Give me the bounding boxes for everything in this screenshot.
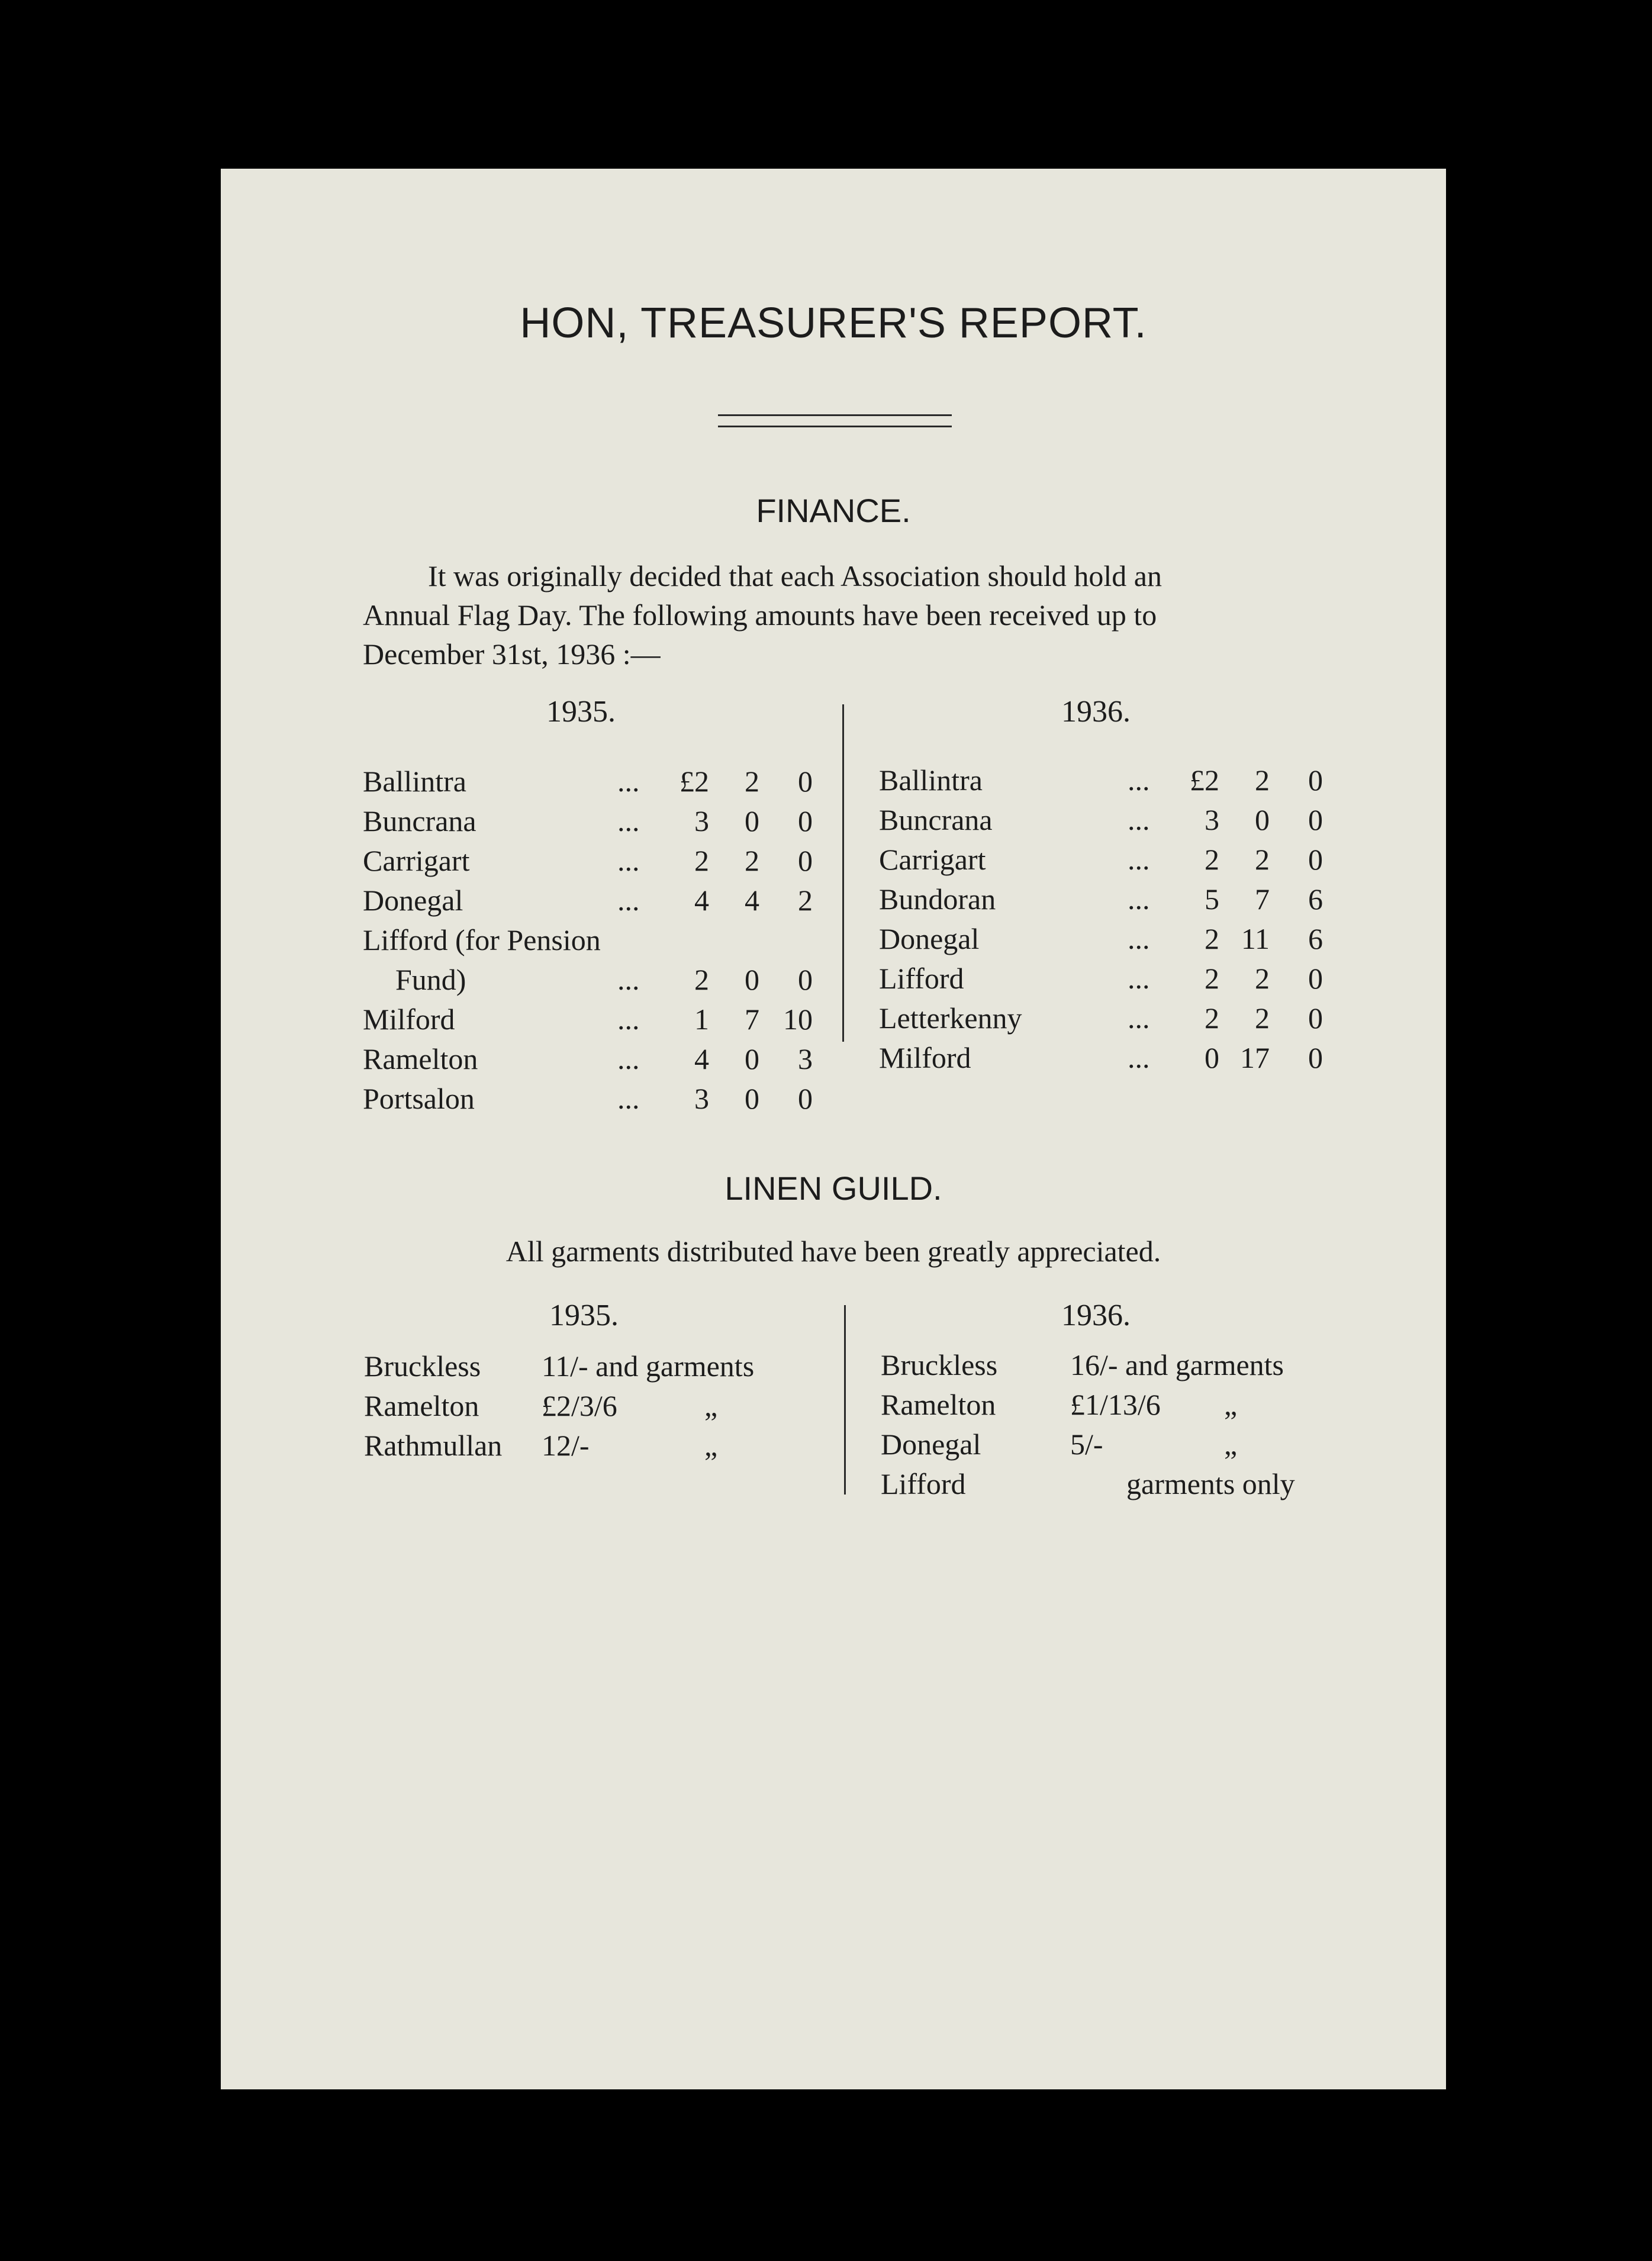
- page-title: HON, TREASURER'S REPORT.: [520, 299, 1147, 347]
- shillings-value: 17: [1240, 1041, 1270, 1074]
- pounds-value: 2: [1205, 843, 1219, 876]
- pence-value: 0: [798, 765, 813, 798]
- linen-row: [881, 1464, 1354, 1503]
- entry-name: Fund): [395, 963, 466, 996]
- pounds-value: 4: [694, 884, 709, 917]
- linen-row: [364, 1386, 838, 1425]
- shillings-value: 2: [1255, 1001, 1270, 1035]
- finance-row: [363, 920, 830, 959]
- finance-row: [879, 959, 1347, 998]
- leader-dots: ...: [617, 844, 640, 877]
- ditto-mark: „: [1224, 1428, 1238, 1461]
- ditto-mark: „: [704, 1389, 718, 1422]
- finance-row: [363, 1039, 830, 1078]
- shillings-value: 11: [1241, 922, 1270, 955]
- intro-line: December 31st, 1936 :—: [363, 637, 661, 671]
- pence-value: 0: [798, 963, 813, 996]
- shillings-value: 2: [745, 844, 759, 877]
- pence-value: 0: [1308, 803, 1323, 836]
- pounds-value: 4: [694, 1042, 709, 1075]
- pence-value: 0: [1308, 843, 1323, 876]
- pounds-value: 3: [1205, 803, 1219, 836]
- entry-name: Ramelton: [881, 1388, 996, 1421]
- pounds-value: 2: [694, 844, 709, 877]
- shillings-value: 0: [745, 804, 759, 838]
- shillings-value: 2: [1255, 764, 1270, 797]
- linen-year-1936: 1936.: [1061, 1299, 1131, 1332]
- pounds-value: 5: [1205, 883, 1219, 916]
- pence-value: 6: [1308, 922, 1323, 955]
- leader-dots: ...: [617, 1003, 640, 1036]
- pounds-value: 2: [694, 963, 709, 996]
- shillings-value: 0: [745, 1042, 759, 1075]
- linen-guild-heading: LINEN GUILD.: [724, 1170, 942, 1207]
- entry-name: Milford: [363, 1003, 455, 1036]
- entry-name: Buncrana: [363, 804, 476, 838]
- shillings-value: 4: [745, 884, 759, 917]
- title-double-rule: [718, 414, 952, 427]
- leader-dots: ...: [1128, 1041, 1150, 1074]
- pence-value: 0: [1308, 962, 1323, 995]
- entry-name: Lifford: [881, 1467, 966, 1500]
- entry-name: Lifford (for Pension: [363, 923, 601, 956]
- pounds-value: 3: [694, 804, 709, 838]
- finance-heading: FINANCE.: [756, 492, 911, 529]
- entry-name: Milford: [879, 1041, 971, 1074]
- leader-dots: ...: [617, 804, 640, 838]
- intro-line: Annual Flag Day. The following amounts have been received up to: [363, 598, 1157, 632]
- pence-value: 10: [783, 1003, 813, 1036]
- finance-row: [879, 1038, 1347, 1077]
- entry-name: Donegal: [879, 922, 980, 955]
- shillings-value: 2: [1255, 843, 1270, 876]
- pounds-value: £2: [1190, 764, 1219, 797]
- pence-value: 2: [798, 884, 813, 917]
- leader-dots: ...: [617, 963, 640, 996]
- shillings-value: 0: [745, 1082, 759, 1115]
- leader-dots: ...: [1128, 883, 1150, 916]
- leader-dots: ...: [1128, 962, 1150, 995]
- ditto-mark: „: [1224, 1388, 1238, 1421]
- finance-year-1936: 1936.: [1061, 695, 1131, 729]
- finance-intro: [363, 556, 1310, 674]
- finance-row: [879, 761, 1347, 800]
- entry-name: Portsalon: [363, 1082, 475, 1115]
- pounds-value: 0: [1205, 1041, 1219, 1074]
- linen-guild-note: All garments distributed have been greatly appreciated.: [505, 1235, 1161, 1268]
- ditto-mark: „: [704, 1429, 718, 1462]
- entry-name: Donegal: [881, 1428, 981, 1461]
- document-page: [221, 169, 1446, 2089]
- finance-row: [879, 919, 1347, 958]
- leader-dots: ...: [1128, 803, 1150, 836]
- shillings-value: 7: [1255, 883, 1270, 916]
- finance-row: [879, 999, 1347, 1038]
- entry-name: Ballintra: [363, 765, 466, 798]
- pence-value: 6: [1308, 883, 1323, 916]
- linen-row: [881, 1345, 1354, 1384]
- shillings-value: 2: [1255, 962, 1270, 995]
- pounds-value: £2: [680, 765, 709, 798]
- linen-row: [881, 1385, 1354, 1424]
- entry-name: Bruckless: [364, 1349, 481, 1383]
- pounds-value: 3: [694, 1082, 709, 1115]
- shillings-value: 0: [745, 963, 759, 996]
- finance-row: [879, 880, 1347, 919]
- entry-name: Ballintra: [879, 764, 983, 797]
- finance-year-1935: 1935.: [546, 695, 616, 729]
- finance-column-divider: [842, 704, 844, 1042]
- leader-dots: ...: [617, 1082, 640, 1115]
- linen-row: [364, 1426, 838, 1465]
- finance-row: [363, 1000, 830, 1039]
- pounds-value: 2: [1205, 962, 1219, 995]
- entry-name: Ramelton: [364, 1389, 479, 1422]
- linen-column-divider: [844, 1305, 846, 1495]
- leader-dots: ...: [1128, 843, 1150, 876]
- shillings-value: 2: [745, 765, 759, 798]
- entry-name: Buncrana: [879, 803, 993, 836]
- leader-dots: ...: [1128, 1001, 1150, 1035]
- pence-value: 0: [1308, 764, 1323, 797]
- shillings-value: 0: [1255, 803, 1270, 836]
- entry-name: Rathmullan: [364, 1429, 503, 1462]
- finance-row: [879, 840, 1347, 879]
- pence-value: 0: [798, 844, 813, 877]
- linen-row: [881, 1425, 1354, 1464]
- entry-name: Carrigart: [879, 843, 986, 876]
- entry-name: Carrigart: [363, 844, 470, 877]
- pence-value: 0: [1308, 1001, 1323, 1035]
- entry-name: Donegal: [363, 884, 463, 917]
- amount-value: 5/-: [1070, 1428, 1103, 1461]
- amount-value: £1/13/6: [1070, 1388, 1161, 1421]
- pence-value: 0: [1308, 1041, 1323, 1074]
- amount-value: £2/3/6: [542, 1389, 617, 1422]
- entry-name: Lifford: [879, 962, 964, 995]
- shillings-value: 7: [745, 1003, 759, 1036]
- amount-value: 16/- and garments: [1070, 1348, 1284, 1381]
- leader-dots: ...: [1128, 764, 1150, 797]
- leader-dots: ...: [1128, 922, 1150, 955]
- pence-value: 3: [798, 1042, 813, 1075]
- pence-value: 0: [798, 1082, 813, 1115]
- pounds-value: 2: [1205, 1001, 1219, 1035]
- entry-name: Ramelton: [363, 1042, 478, 1075]
- pounds-value: 1: [694, 1003, 709, 1036]
- finance-row: [363, 960, 830, 999]
- pence-value: 0: [798, 804, 813, 838]
- linen-row: [364, 1347, 838, 1386]
- entry-name: Letterkenny: [879, 1001, 1022, 1035]
- leader-dots: ...: [617, 1042, 640, 1075]
- finance-row: [363, 1079, 830, 1118]
- intro-line: It was originally decided that each Association should hold an: [428, 559, 1162, 592]
- ditto-mark: garments only: [1126, 1467, 1295, 1500]
- amount-value: 11/- and garments: [542, 1349, 755, 1383]
- finance-row: [363, 801, 830, 840]
- finance-row: [363, 881, 830, 920]
- entry-name: Bundoran: [879, 883, 996, 916]
- amount-value: 12/-: [542, 1429, 590, 1462]
- leader-dots: ...: [617, 884, 640, 917]
- finance-row: [879, 800, 1347, 839]
- leader-dots: ...: [617, 765, 640, 798]
- entry-name: Bruckless: [881, 1348, 998, 1381]
- pounds-value: 2: [1205, 922, 1219, 955]
- linen-year-1935: 1935.: [549, 1299, 619, 1332]
- finance-row: [363, 762, 830, 801]
- finance-row: [363, 841, 830, 880]
